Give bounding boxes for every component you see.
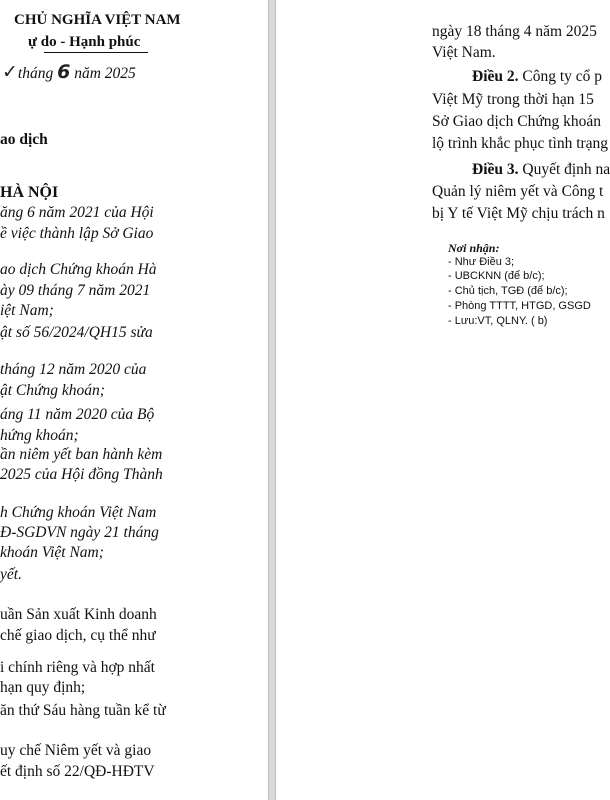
- article-3: Điều 3. Quyết định na: [472, 161, 610, 178]
- preamble-line: áng 11 năm 2020 của Bộ: [0, 406, 155, 423]
- national-header-line1: CHỦ NGHĨA VIỆT NAM: [14, 12, 181, 28]
- left-document-page: [0, 0, 268, 800]
- subject-fragment: ao dịch: [0, 131, 48, 148]
- header-underline: [44, 52, 148, 53]
- body-line: ết định số 22/QĐ-HĐTV: [0, 763, 155, 780]
- preamble-line: iệt Nam;: [0, 302, 54, 319]
- body-line: Quản lý niêm yết và Công t: [432, 183, 604, 200]
- preamble-line: ày 09 tháng 7 năm 2021: [0, 282, 151, 299]
- handwritten-day-mark: ✓: [2, 61, 18, 83]
- body-line: ăn thứ Sáu hàng tuần kể từ: [0, 702, 166, 719]
- page-divider: [268, 0, 276, 800]
- body-line: uần Sản xuất Kinh doanh: [0, 606, 157, 623]
- handwritten-month: 6: [57, 61, 71, 83]
- article-2: Điều 2. Công ty cổ p: [472, 68, 603, 85]
- preamble-line: Đ-SGDVN ngày 21 tháng: [0, 524, 159, 541]
- issuing-authority: HÀ NỘI: [0, 184, 59, 201]
- preamble-line: ăng 6 năm 2021 của Hội: [0, 204, 154, 221]
- recipient-item: - Chủ tịch, TGĐ (để b/c);: [448, 285, 568, 297]
- preamble-line: ao dịch Chứng khoán Hà: [0, 261, 157, 278]
- body-line: chế giao dịch, cụ thể như: [0, 627, 156, 644]
- preamble-line: tháng 12 năm 2020 của: [0, 361, 147, 378]
- preamble-line: ần niêm yết ban hành kèm: [0, 446, 163, 463]
- body-line: Sở Giao dịch Chứng khoán: [432, 113, 602, 130]
- preamble-line: ề việc thành lập Sở Giao: [0, 225, 154, 242]
- recipients-title: Nơi nhận:: [448, 241, 500, 255]
- body-line: Việt Nam.: [432, 44, 496, 61]
- recipient-item: - UBCKNN (để b/c);: [448, 270, 545, 282]
- preamble-line: khoán Việt Nam;: [0, 544, 104, 561]
- body-line: bị Y tế Việt Mỹ chịu trách n: [432, 205, 605, 222]
- body-line: i chính riêng và hợp nhất: [0, 659, 155, 676]
- recipient-item: - Lưu:VT, QLNY. ( b): [448, 315, 548, 327]
- body-line: uy chế Niêm yết và giao: [0, 742, 152, 759]
- preamble-line: 2025 của Hội đồng Thành: [0, 466, 163, 483]
- body-line: ngày 18 tháng 4 năm 2025: [432, 23, 597, 40]
- recipient-item: - Như Điều 3;: [448, 256, 515, 268]
- document-date: ✓tháng 6 năm 2025: [2, 61, 136, 83]
- preamble-line: ật số 56/2024/QH15 sửa: [0, 324, 153, 341]
- preamble-line: ật Chứng khoán;: [0, 382, 105, 399]
- body-line: Việt Mỹ trong thời hạn 15: [432, 91, 594, 108]
- preamble-line: hứng khoán;: [0, 427, 79, 444]
- preamble-line: yết.: [0, 566, 22, 583]
- preamble-line: h Chứng khoán Việt Nam: [0, 504, 157, 521]
- right-document-page: [276, 0, 610, 800]
- body-line: lộ trình khắc phục tình trạng: [432, 135, 609, 152]
- recipient-item: - Phòng TTTT, HTGD, GSGD: [448, 300, 591, 312]
- national-header-line2: ự do - Hạnh phúc: [28, 34, 141, 50]
- body-line: hạn quy định;: [0, 679, 86, 696]
